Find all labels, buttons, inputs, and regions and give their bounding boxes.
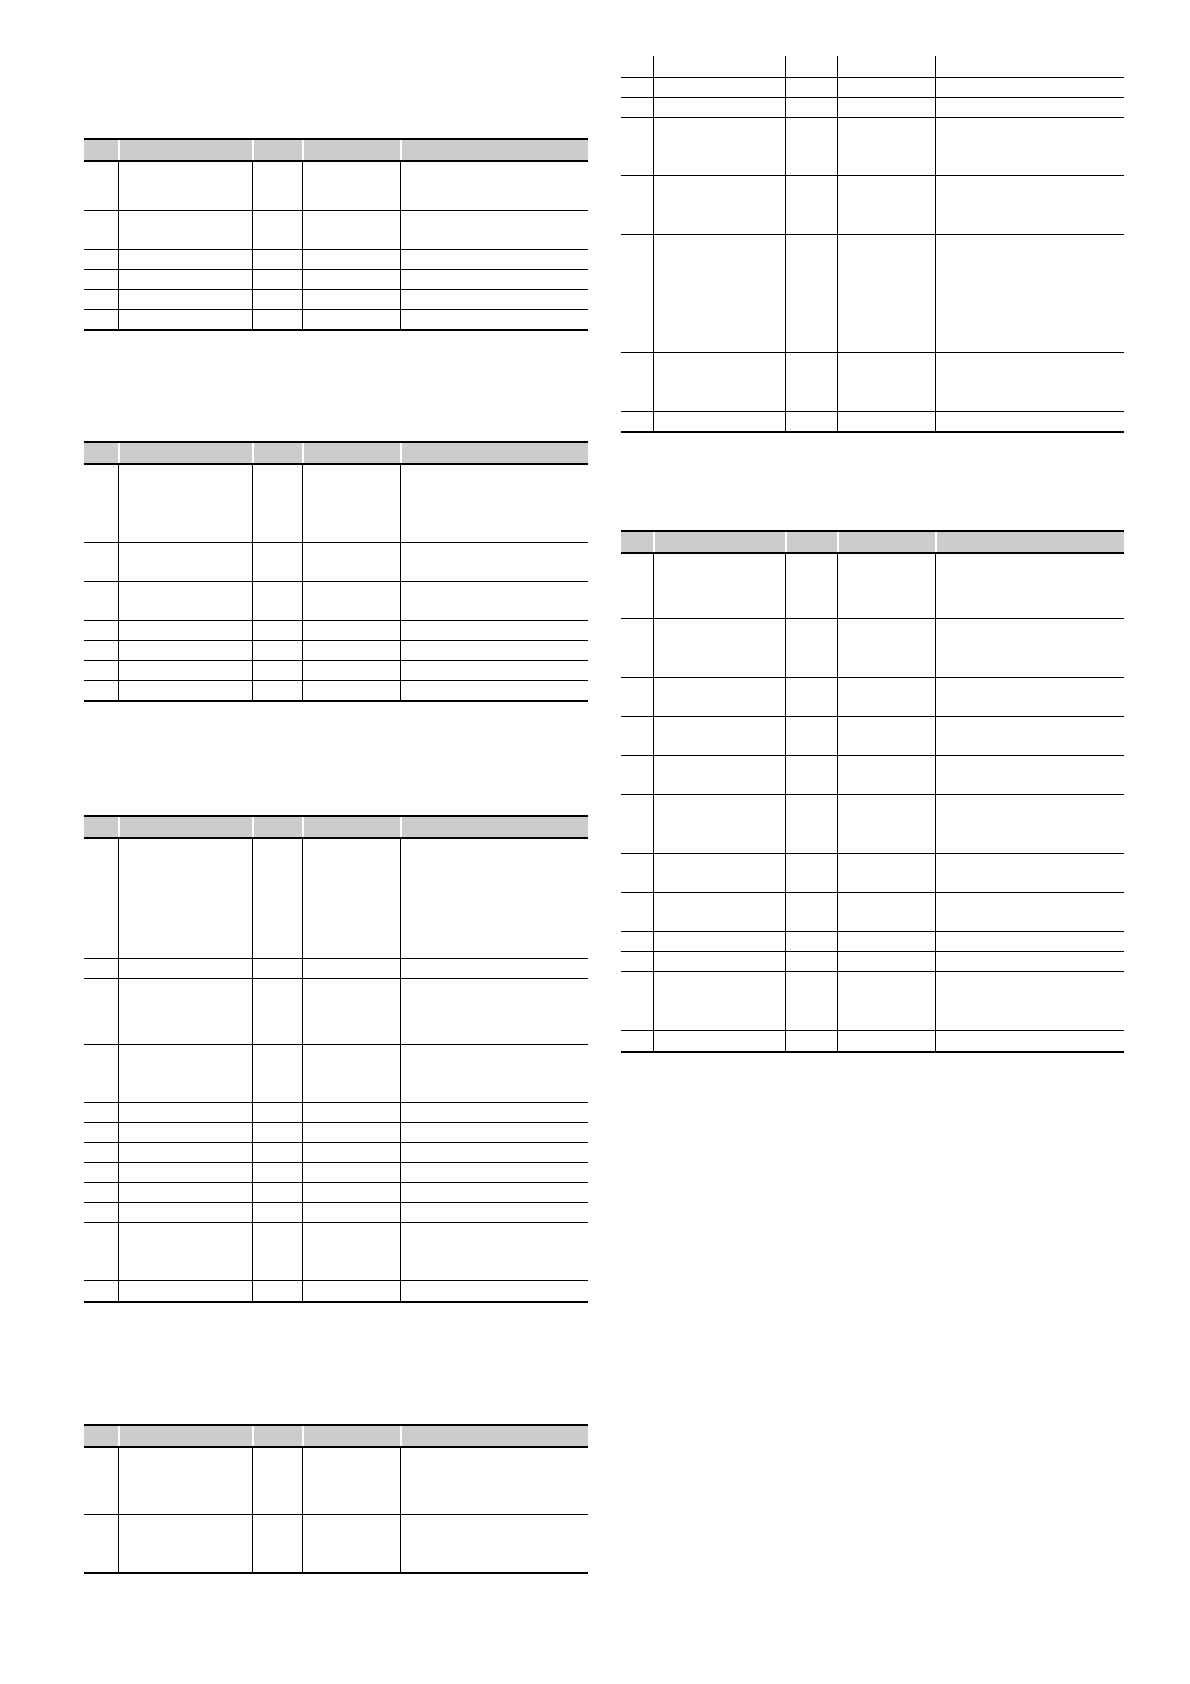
column-divider <box>653 972 654 1030</box>
table-row <box>84 660 588 680</box>
column-divider <box>252 1123 253 1142</box>
column-divider <box>653 854 654 892</box>
table-header-row <box>621 532 1124 554</box>
column-divider <box>302 979 303 1044</box>
table-row <box>84 1102 588 1122</box>
column-divider <box>302 162 303 210</box>
column-divider <box>302 641 303 660</box>
column-divider <box>837 972 838 1030</box>
column-divider <box>400 1223 401 1280</box>
table-row <box>84 289 588 309</box>
column-divider <box>252 250 253 269</box>
column-divider <box>653 78 654 97</box>
column-divider <box>118 1103 119 1122</box>
column-divider <box>785 118 786 175</box>
column-divider <box>252 1143 253 1162</box>
table-6 <box>621 530 1124 1053</box>
column-divider <box>400 621 401 640</box>
column-divider <box>653 1031 654 1051</box>
column-divider <box>302 543 303 581</box>
column-divider <box>837 235 838 352</box>
table-row <box>621 77 1124 97</box>
column-divider <box>935 1031 936 1051</box>
column-divider <box>302 1281 303 1301</box>
column-divider <box>785 972 786 1030</box>
column-divider <box>302 310 303 329</box>
column-divider <box>118 661 119 680</box>
column-divider <box>302 290 303 309</box>
table-row <box>621 554 1124 618</box>
column-divider <box>653 118 654 175</box>
column-divider <box>118 1281 119 1301</box>
column-divider <box>252 582 253 620</box>
column-divider <box>785 619 786 677</box>
table-row <box>84 958 588 978</box>
column-divider <box>837 952 838 971</box>
column-divider <box>118 270 119 289</box>
column-divider <box>400 1281 401 1301</box>
column-divider <box>118 1163 119 1182</box>
column-divider <box>935 554 936 618</box>
table-row <box>621 234 1124 352</box>
table-row <box>84 839 588 958</box>
column-divider <box>302 1143 303 1162</box>
column-divider <box>653 717 654 755</box>
column-divider <box>400 211 401 249</box>
column-divider <box>252 1223 253 1280</box>
column-divider <box>653 756 654 794</box>
table-header-row <box>84 443 588 465</box>
column-divider <box>252 1203 253 1222</box>
column-divider <box>837 78 838 97</box>
table-row <box>621 175 1124 234</box>
column-divider <box>653 932 654 951</box>
column-divider <box>252 621 253 640</box>
table-row <box>621 352 1124 411</box>
column-divider <box>302 582 303 620</box>
column-divider <box>302 140 304 160</box>
column-divider <box>935 619 936 677</box>
column-divider <box>252 1183 253 1202</box>
column-divider <box>837 532 839 552</box>
column-divider <box>935 118 936 175</box>
column-divider <box>252 1515 253 1572</box>
column-divider <box>400 310 401 329</box>
column-divider <box>302 1203 303 1222</box>
column-divider <box>837 176 838 234</box>
column-divider <box>302 465 303 542</box>
column-divider <box>785 176 786 234</box>
column-divider <box>400 140 402 160</box>
table-row <box>84 680 588 700</box>
column-divider <box>302 443 304 463</box>
column-divider <box>252 1448 253 1514</box>
column-divider <box>118 582 119 620</box>
column-divider <box>837 893 838 931</box>
column-divider <box>785 78 786 97</box>
column-divider <box>118 250 119 269</box>
column-divider <box>935 972 936 1030</box>
table-header-row <box>84 140 588 162</box>
table-row <box>84 1222 588 1280</box>
column-divider <box>302 270 303 289</box>
column-divider <box>400 465 401 542</box>
column-divider <box>400 1183 401 1202</box>
column-divider <box>252 270 253 289</box>
column-divider <box>400 290 401 309</box>
column-divider <box>302 211 303 249</box>
column-divider <box>935 717 936 755</box>
column-divider <box>302 1163 303 1182</box>
column-divider <box>785 952 786 971</box>
column-divider <box>252 162 253 210</box>
column-divider <box>400 1426 402 1446</box>
column-divider <box>252 1281 253 1301</box>
column-divider <box>837 554 838 618</box>
table-row <box>84 1182 588 1202</box>
table-row <box>84 640 588 660</box>
table-row <box>621 755 1124 794</box>
table-row <box>84 309 588 329</box>
column-divider <box>837 717 838 755</box>
column-divider <box>785 854 786 892</box>
table-row <box>84 1162 588 1182</box>
column-divider <box>118 1045 119 1102</box>
column-divider <box>302 681 303 700</box>
column-divider <box>400 1515 401 1572</box>
table-row <box>621 56 1124 77</box>
column-divider <box>118 1223 119 1280</box>
column-divider <box>302 1223 303 1280</box>
column-divider <box>118 290 119 309</box>
column-divider <box>252 959 253 978</box>
table-row <box>621 794 1124 853</box>
column-divider <box>400 1163 401 1182</box>
column-divider <box>837 412 838 431</box>
column-divider <box>252 1045 253 1102</box>
column-divider <box>785 756 786 794</box>
column-divider <box>400 979 401 1044</box>
column-divider <box>935 532 937 552</box>
column-divider <box>302 839 303 958</box>
column-divider <box>935 353 936 411</box>
column-divider <box>118 465 119 542</box>
column-divider <box>653 98 654 117</box>
column-divider <box>837 932 838 951</box>
column-divider <box>935 412 936 431</box>
column-divider <box>653 532 655 552</box>
table-row <box>621 618 1124 677</box>
column-divider <box>302 661 303 680</box>
column-divider <box>837 353 838 411</box>
column-divider <box>118 681 119 700</box>
column-divider <box>302 1183 303 1202</box>
column-divider <box>118 543 119 581</box>
table-row <box>621 951 1124 971</box>
column-divider <box>252 641 253 660</box>
column-divider <box>935 893 936 931</box>
column-divider <box>653 619 654 677</box>
column-divider <box>653 795 654 853</box>
column-divider <box>785 56 786 77</box>
column-divider <box>837 795 838 853</box>
column-divider <box>785 532 787 552</box>
column-divider <box>118 979 119 1044</box>
column-divider <box>400 543 401 581</box>
column-divider <box>837 118 838 175</box>
column-divider <box>118 1183 119 1202</box>
column-divider <box>785 1031 786 1051</box>
column-divider <box>118 211 119 249</box>
column-divider <box>400 443 402 463</box>
column-divider <box>785 554 786 618</box>
column-divider <box>252 290 253 309</box>
column-divider <box>653 893 654 931</box>
column-divider <box>252 1163 253 1182</box>
table-row <box>84 542 588 581</box>
table-row <box>84 1448 588 1514</box>
column-divider <box>400 959 401 978</box>
column-divider <box>118 140 120 160</box>
column-divider <box>302 1103 303 1122</box>
column-divider <box>785 932 786 951</box>
table-row <box>84 1514 588 1572</box>
table-row <box>621 931 1124 951</box>
column-divider <box>400 270 401 289</box>
table-row <box>84 581 588 620</box>
column-divider <box>400 681 401 700</box>
column-divider <box>302 1123 303 1142</box>
column-divider <box>118 1143 119 1162</box>
column-divider <box>252 979 253 1044</box>
column-divider <box>400 641 401 660</box>
column-divider <box>118 1203 119 1222</box>
column-divider <box>400 661 401 680</box>
column-divider <box>302 250 303 269</box>
column-divider <box>935 98 936 117</box>
table-1 <box>84 138 588 331</box>
table-3 <box>84 815 588 1303</box>
column-divider <box>302 1448 303 1514</box>
column-divider <box>785 678 786 716</box>
column-divider <box>118 959 119 978</box>
column-divider <box>118 839 119 958</box>
column-divider <box>653 412 654 431</box>
column-divider <box>935 854 936 892</box>
column-divider <box>935 932 936 951</box>
column-divider <box>252 443 254 463</box>
table-row <box>621 117 1124 175</box>
column-divider <box>302 817 304 837</box>
column-divider <box>118 310 119 329</box>
table-row <box>84 465 588 542</box>
column-divider <box>837 854 838 892</box>
column-divider <box>935 78 936 97</box>
table-row <box>621 677 1124 716</box>
table-row <box>84 1044 588 1102</box>
column-divider <box>837 98 838 117</box>
table-row <box>621 411 1124 431</box>
column-divider <box>302 1515 303 1572</box>
table-row <box>621 716 1124 755</box>
column-divider <box>252 211 253 249</box>
column-divider <box>653 678 654 716</box>
column-divider <box>252 839 253 958</box>
column-divider <box>837 56 838 77</box>
column-divider <box>935 56 936 77</box>
column-divider <box>400 250 401 269</box>
column-divider <box>252 661 253 680</box>
column-divider <box>837 1031 838 1051</box>
column-divider <box>118 443 120 463</box>
column-divider <box>302 621 303 640</box>
table-row <box>84 978 588 1044</box>
column-divider <box>400 817 402 837</box>
table-row <box>621 1030 1124 1051</box>
column-divider <box>252 465 253 542</box>
column-divider <box>118 621 119 640</box>
column-divider <box>400 582 401 620</box>
column-divider <box>935 952 936 971</box>
column-divider <box>252 1426 254 1446</box>
column-divider <box>935 795 936 853</box>
table-header-row <box>84 1426 588 1448</box>
column-divider <box>400 1123 401 1142</box>
column-divider <box>653 176 654 234</box>
column-divider <box>118 1123 119 1142</box>
table-header-row <box>84 817 588 839</box>
column-divider <box>653 56 654 77</box>
column-divider <box>785 717 786 755</box>
column-divider <box>252 1103 253 1122</box>
column-divider <box>252 140 254 160</box>
column-divider <box>400 1203 401 1222</box>
column-divider <box>118 1515 119 1572</box>
table-row <box>84 1280 588 1301</box>
column-divider <box>118 1426 120 1446</box>
table-row <box>84 1202 588 1222</box>
column-divider <box>252 543 253 581</box>
table-row <box>84 1122 588 1142</box>
column-divider <box>785 893 786 931</box>
column-divider <box>302 1045 303 1102</box>
column-divider <box>935 678 936 716</box>
column-divider <box>785 353 786 411</box>
column-divider <box>400 1045 401 1102</box>
column-divider <box>400 1103 401 1122</box>
table-row <box>84 620 588 640</box>
column-divider <box>785 795 786 853</box>
column-divider <box>653 952 654 971</box>
table-row <box>84 162 588 210</box>
column-divider <box>935 756 936 794</box>
table-row <box>84 269 588 289</box>
column-divider <box>252 310 253 329</box>
column-divider <box>252 681 253 700</box>
column-divider <box>400 839 401 958</box>
column-divider <box>837 756 838 794</box>
column-divider <box>785 412 786 431</box>
table-row <box>621 971 1124 1030</box>
table-row <box>84 249 588 269</box>
column-divider <box>118 817 120 837</box>
column-divider <box>400 162 401 210</box>
column-divider <box>935 176 936 234</box>
column-divider <box>252 817 254 837</box>
column-divider <box>400 1143 401 1162</box>
table-row <box>621 892 1124 931</box>
column-divider <box>837 619 838 677</box>
column-divider <box>653 235 654 352</box>
column-divider <box>653 353 654 411</box>
column-divider <box>118 162 119 210</box>
table-5 <box>621 56 1124 433</box>
table-row <box>84 210 588 249</box>
column-divider <box>302 1426 304 1446</box>
column-divider <box>653 554 654 618</box>
column-divider <box>785 98 786 117</box>
column-divider <box>302 959 303 978</box>
table-row <box>621 853 1124 892</box>
table-row <box>621 97 1124 117</box>
column-divider <box>118 1448 119 1514</box>
column-divider <box>785 235 786 352</box>
table-row <box>84 1142 588 1162</box>
column-divider <box>118 641 119 660</box>
table-4 <box>84 1424 588 1574</box>
column-divider <box>837 678 838 716</box>
column-divider <box>935 235 936 352</box>
column-divider <box>400 1448 401 1514</box>
table-2 <box>84 441 588 702</box>
